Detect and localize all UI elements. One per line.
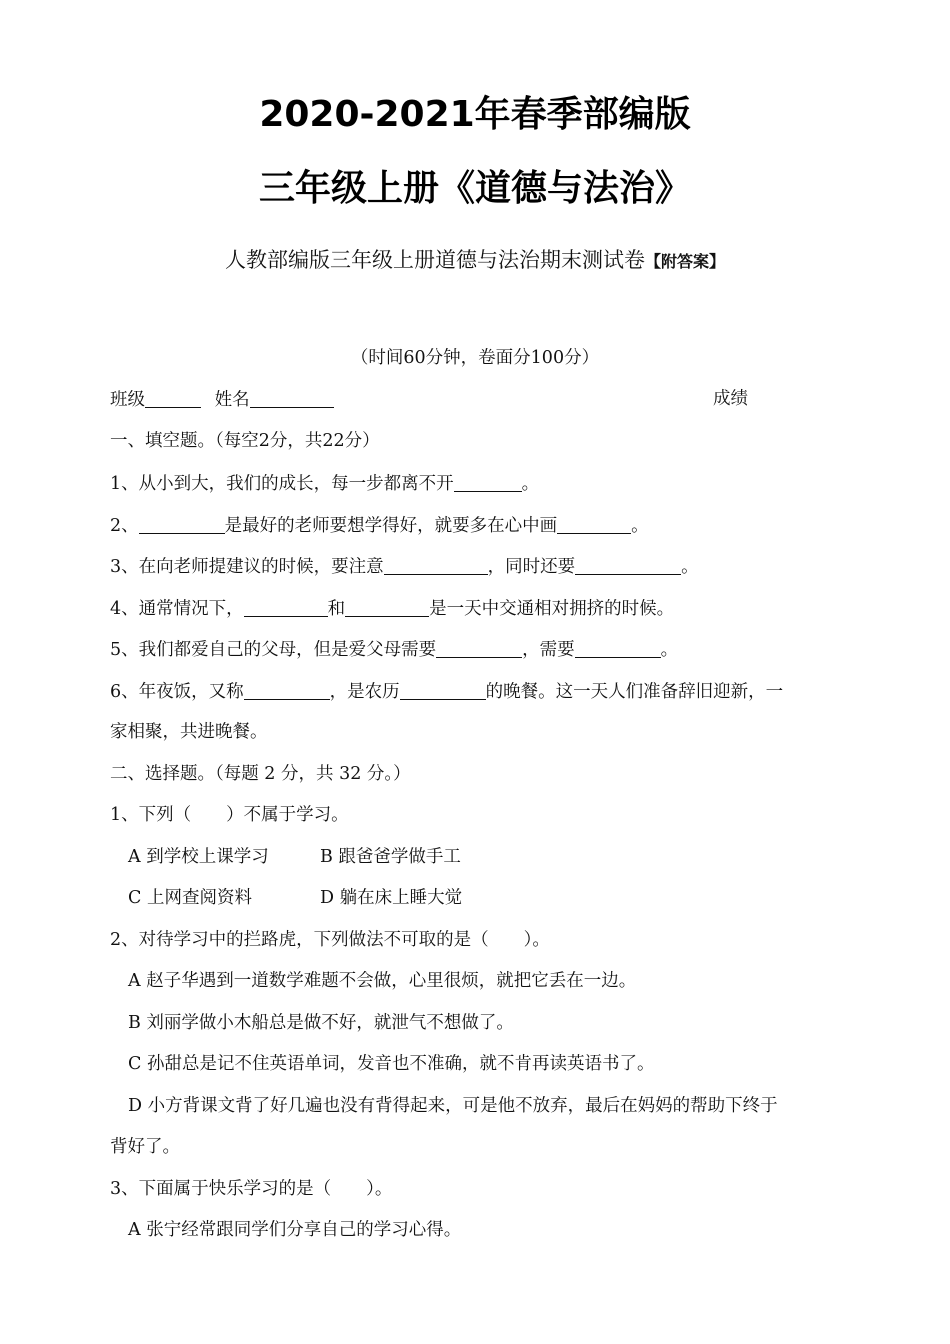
fill-question-5 [110, 637, 678, 662]
q4-blank-1[interactable] [244, 596, 328, 617]
section1-heading: 一、填空题。（每空2分，共22分） [110, 431, 380, 451]
q5-end: 。 [660, 640, 679, 660]
q5-blank-1[interactable] [436, 637, 522, 658]
q2-option-a: A 赵子华遇到一道数学难题不会做，心里很烦，就把它丢在一边。 [128, 971, 637, 991]
subtitle [0, 244, 950, 274]
class-blank[interactable] [145, 387, 201, 408]
class-label: 班级 [110, 390, 145, 410]
q6-text: 6、年夜饭，又称 [110, 682, 244, 702]
q3-blank-2[interactable] [575, 554, 681, 575]
q1-option-d: D 躺在床上睡大觉 [320, 888, 463, 908]
choice-question-1: 1、下列（ ）不属于学习。 [110, 805, 349, 825]
name-label: 姓名 [214, 390, 250, 410]
q1-end: 。 [521, 474, 540, 494]
q2-option-c: C 孙甜总是记不住英语单词，发音也不准确，就不肯再读英语书了。 [128, 1054, 655, 1074]
title-line-1: 2020-2021年春季部编版 [259, 94, 691, 135]
fill-question-3 [110, 554, 699, 579]
fill-question-2 [110, 513, 649, 538]
q3-text: 3、在向老师提建议的时候，要注意 [110, 557, 384, 577]
answer-tag: 【附答案】 [644, 252, 725, 271]
q5-blank-2[interactable] [575, 637, 661, 658]
choice-question-3: 3、下面属于快乐学习的是（ ）。 [110, 1179, 393, 1199]
q4-text: 4、通常情况下， [110, 599, 244, 619]
name-blank[interactable] [250, 387, 334, 408]
score-label: 成绩 [713, 389, 748, 409]
q4-end: 是一天中交通相对拥挤的时候。 [429, 599, 675, 619]
q5-mid: ，需要 [522, 640, 575, 660]
fill-question-1 [110, 471, 539, 496]
q6-blank-1[interactable] [244, 679, 330, 700]
q3-blank-1[interactable] [384, 554, 488, 575]
q2-text: 是最好的老师要想学得好，就要多在心中画 [224, 516, 558, 536]
q3-end: 。 [681, 557, 699, 577]
q1-blank[interactable] [454, 471, 522, 492]
q1-option-b: B 跟爸爸学做手工 [320, 847, 461, 867]
q2-blank-2[interactable] [557, 513, 631, 534]
q6-end: 的晚餐。这一天人们准备辞旧迎新，一 [485, 682, 784, 702]
q3-mid: ，同时还要 [487, 557, 576, 577]
q2-blank-1[interactable] [139, 513, 225, 534]
q2-option-b: B 刘丽学做小木船总是做不好，就泄气不想做了。 [128, 1013, 514, 1033]
fill-question-6-cont: 家相聚，共进晚餐。 [110, 722, 268, 742]
q2-number: 2、 [110, 516, 139, 536]
fill-question-6 [110, 679, 783, 704]
q6-mid: ，是农历 [329, 682, 400, 702]
student-info-row [110, 387, 334, 412]
title-line-2: 三年级上册《道德与法治》 [258, 168, 691, 209]
choice-question-2: 2、对待学习中的拦路虎，下列做法不可取的是（ ）。 [110, 930, 550, 950]
subtitle-main: 人教部编版三年级上册道德与法治期末测试卷 [224, 248, 645, 272]
q5-text: 5、我们都爱自己的父母，但是爱父母需要 [110, 640, 437, 660]
q3-option-a: A 张宁经常跟同学们分享自己的学习心得。 [128, 1220, 462, 1240]
q6-blank-2[interactable] [400, 679, 486, 700]
time-info: （时间60分钟，卷面分100分） [350, 348, 600, 368]
q1-option-a: A 到学校上课学习 [128, 847, 269, 867]
q2-option-d-cont: 背好了。 [110, 1137, 180, 1157]
q1-option-c: C 上网查阅资料 [128, 888, 252, 908]
q4-blank-2[interactable] [345, 596, 429, 617]
fill-question-4 [110, 596, 674, 621]
q1-text: 1、从小到大，我们的成长，每一步都离不开 [110, 474, 454, 494]
q4-mid: 和 [327, 599, 346, 619]
q2-option-d: D 小方背课文背了好几遍也没有背得起来，可是他不放弃，最后在妈妈的帮助下终于 [128, 1096, 778, 1116]
section2-heading: 二、选择题。（每题 2 分，共 32 分。） [110, 764, 411, 784]
q2-end: 。 [631, 516, 649, 536]
